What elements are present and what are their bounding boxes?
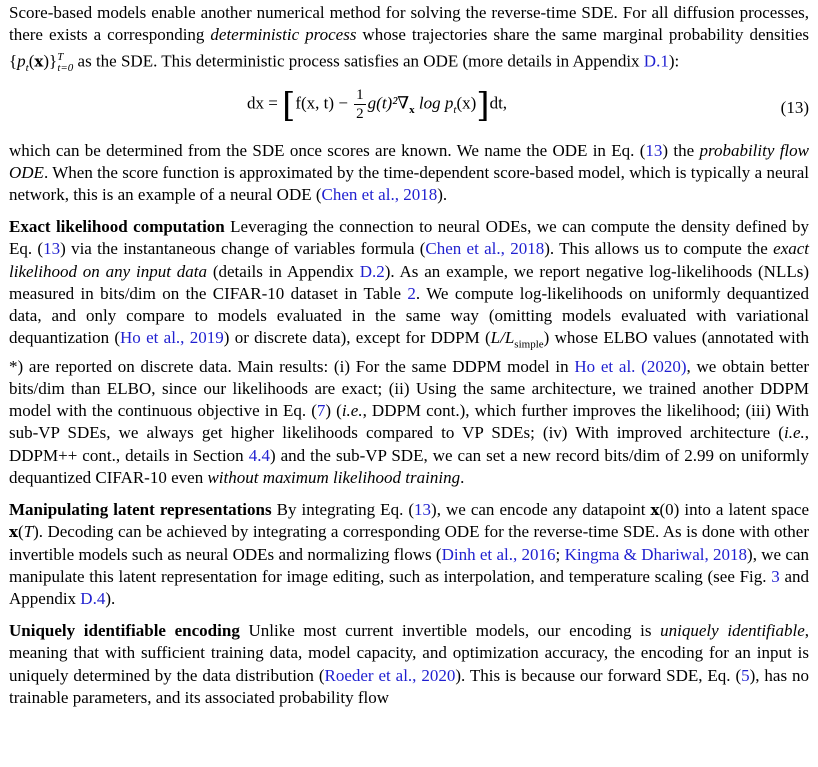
text: , we obtain better bits/dim than ELBO, since our likelihoods are exact; (ii) Using the same architecture, we trained another DDPM model with the continuous objective in Eq. (	[9, 356, 810, 421]
paper-page	[9, 0, 809, 709]
text: ) via the instantaneous change of variables formula (	[60, 239, 426, 259]
text: ), has no trainable parameters, and its associated probability flow	[9, 665, 809, 707]
eq-dt: dt,	[489, 93, 508, 113]
eq-pt-subscript: t	[453, 103, 457, 116]
text: into a latent space	[679, 500, 809, 520]
paragraph-heading: Manipulating latent representations	[9, 500, 272, 520]
text: ) and the sub-VP SDE, we can set a new record bits/dim of 2.99 on uniformly dequantized CIFAR-10 even	[9, 445, 809, 487]
table-link-2[interactable]: 2	[407, 283, 416, 303]
citation-link-ho-2019[interactable]: Ho et al., 2019	[120, 328, 224, 348]
math-p: p	[17, 52, 26, 72]
emphasis: i.e.	[341, 401, 363, 421]
text: , DDPM cont.), which further improves the likelihood; (iii) With sub-VP SDEs, we always get higher likelihoods compared to VP SDEs; (iv) With improved architecture (	[9, 401, 810, 443]
appendix-link-d2[interactable]: D.2	[359, 261, 385, 281]
appendix-link-d4[interactable]: D.4	[80, 588, 106, 608]
text: and Appendix	[9, 566, 810, 608]
text: Score-based models enable another numerical method for solving the reverse-time SDE. For all diffusion processes, there exists a corresponding	[9, 3, 809, 45]
text: ).	[437, 185, 448, 205]
text: . When the score function is approximated by the time-dependent score-based model, which is typically a neural network, this is an example of a neural ODE (	[9, 162, 809, 205]
eq-log: log p	[414, 93, 454, 113]
emphasis: i.e.	[783, 423, 805, 443]
text: ;	[555, 544, 565, 564]
text: . We compute log-likelihoods on uniformly dequantized data, and only compare to models evaluated in the same way (omitting models evaluated with variational dequantization (	[9, 283, 809, 348]
paragraph-probability-flow-ode	[9, 140, 809, 207]
equation-number: (13)	[780, 97, 809, 117]
text: ).	[105, 588, 116, 608]
text: ). This allows us to compute the	[544, 239, 774, 259]
equation-13	[9, 82, 809, 138]
math-subscript: simple	[514, 338, 544, 351]
text: ), we can encode any datapoint	[431, 500, 651, 520]
text: (details in Appendix	[207, 261, 360, 281]
text: , DDPM++ cont., details in Section	[9, 423, 809, 465]
text: , meaning that with sufficient training data, model capacity, and optimization accuracy, the encoding for an input is uniquely determined by the data distribution (	[9, 621, 810, 685]
emphasis: uniquely identifiable	[660, 621, 805, 641]
text: ). As an example, we report negative log-likelihoods (NLLs) measured in bits/dim on the CIFAR-10 dataset in Table	[9, 261, 810, 303]
equation-link-13[interactable]: 13	[414, 500, 432, 520]
paragraph-heading: Uniquely identifiable encoding	[9, 621, 240, 641]
text: Leveraging the connection to neural ODEs, we can compute the density defined by Eq. (	[9, 217, 809, 259]
emphasis: without maximum likelihood training	[207, 467, 461, 487]
section-link-4-4[interactable]: 4.4	[248, 445, 270, 465]
equation-link-13[interactable]: 13	[645, 140, 663, 160]
eq-lhs: dx =	[247, 93, 283, 113]
text: ) whose ELBO values (annotated with *) are reported on discrete data. Main results: (i) For the same DDPM model in	[9, 328, 809, 376]
math-T: T	[23, 522, 34, 542]
text: ), we can manipulate this latent representation for image editing, such as interpolation, and temperature scaling (see Fig.	[9, 544, 809, 586]
equation-link-5[interactable]: 5	[741, 665, 750, 685]
eq-x-arg: (x)	[456, 93, 477, 113]
eq-diffusion: g(t)²∇	[367, 93, 410, 113]
eq-nabla-subscript: x	[409, 103, 415, 116]
text: ) or discrete data), except for DDPM (	[223, 328, 491, 348]
citation-link-chen-2018[interactable]: Chen et al., 2018	[321, 185, 438, 205]
math-subscript: t=0	[57, 62, 74, 75]
paragraph-identifiable-encoding	[9, 620, 809, 709]
frac-numerator: 1	[356, 86, 364, 103]
appendix-link-d1[interactable]: D.1	[643, 52, 669, 72]
citation-link-chen-2018[interactable]: Chen et al., 2018	[425, 239, 545, 259]
text: ) (	[325, 401, 342, 421]
math-paren: )}	[43, 52, 58, 72]
math-x-bold: x	[34, 53, 44, 72]
text: whose trajectories share the same marginal probability densities {	[9, 25, 809, 72]
math-paren: (	[17, 522, 24, 542]
text: .	[460, 467, 465, 487]
text: ) the	[662, 140, 700, 160]
figure-link-3[interactable]: 3	[771, 566, 780, 586]
emphasis: deterministic process	[210, 25, 357, 45]
text: ). This is because our forward SDE, Eq. (	[455, 665, 742, 685]
emphasis: exact likelihood on any input data	[9, 239, 810, 281]
paragraph-exact-likelihood	[9, 216, 809, 489]
eq-drift: f(x, t) −	[295, 93, 353, 113]
emphasis: probability flow ODE	[9, 140, 809, 182]
citation-link-kingma-2018[interactable]: Kingma & Dhariwal, 2018	[564, 544, 748, 564]
math-paren: )	[33, 522, 39, 542]
left-bracket: [	[282, 85, 296, 126]
fraction-half	[354, 86, 366, 123]
math-x-bold: x	[9, 523, 18, 542]
citation-link-ho-2020[interactable]: Ho et al. (2020)	[574, 356, 687, 376]
text: as the SDE. This deterministic process satisfies an ODE (more details in Appendix	[73, 52, 644, 72]
equation-link-7[interactable]: 7	[316, 401, 326, 421]
paragraph-heading: Exact likelihood computation	[9, 217, 225, 237]
citation-link-roeder-2020[interactable]: Roeder et al., 2020	[324, 665, 456, 685]
paragraph-probability-flow-intro: Score-based models enable another numerical method for solving the reverse-time SDE. For all diffusion processes, there exists a corresponding deterministic process whose trajectories share the same marginal probability densities $\{p_t(x)\}^T_{t=0}$ as the SDE. This deterministic process satisfies an ODE (more details in Appendix D.1):	[9, 3, 809, 75]
text: ):	[668, 52, 680, 72]
math-superscript: T	[57, 51, 64, 64]
text: By integrating Eq. (	[271, 500, 415, 520]
frac-denominator: 2	[356, 105, 364, 122]
text: . Decoding can be achieved by integrating a corresponding ODE for the reverse-time SDE. As is done with other invertible models such as neural ODEs and normalizing flows (	[9, 522, 809, 564]
math-arg: (0)	[659, 500, 680, 520]
equation-body	[247, 85, 508, 126]
right-bracket: ]	[476, 85, 490, 126]
text: which can be determined from the SDE once scores are known. We name the ODE in Eq. (	[9, 140, 646, 160]
equation-link-13[interactable]: 13	[43, 239, 61, 259]
citation-link-dinh-2016[interactable]: Dinh et al., 2016	[441, 544, 556, 564]
math-x-bold: x	[650, 501, 660, 520]
paragraph-latent-representations	[9, 499, 809, 610]
math-loss: L/L	[490, 328, 515, 348]
math-subscript: t	[25, 62, 29, 75]
text: Unlike most current invertible models, our encoding is	[239, 621, 661, 641]
